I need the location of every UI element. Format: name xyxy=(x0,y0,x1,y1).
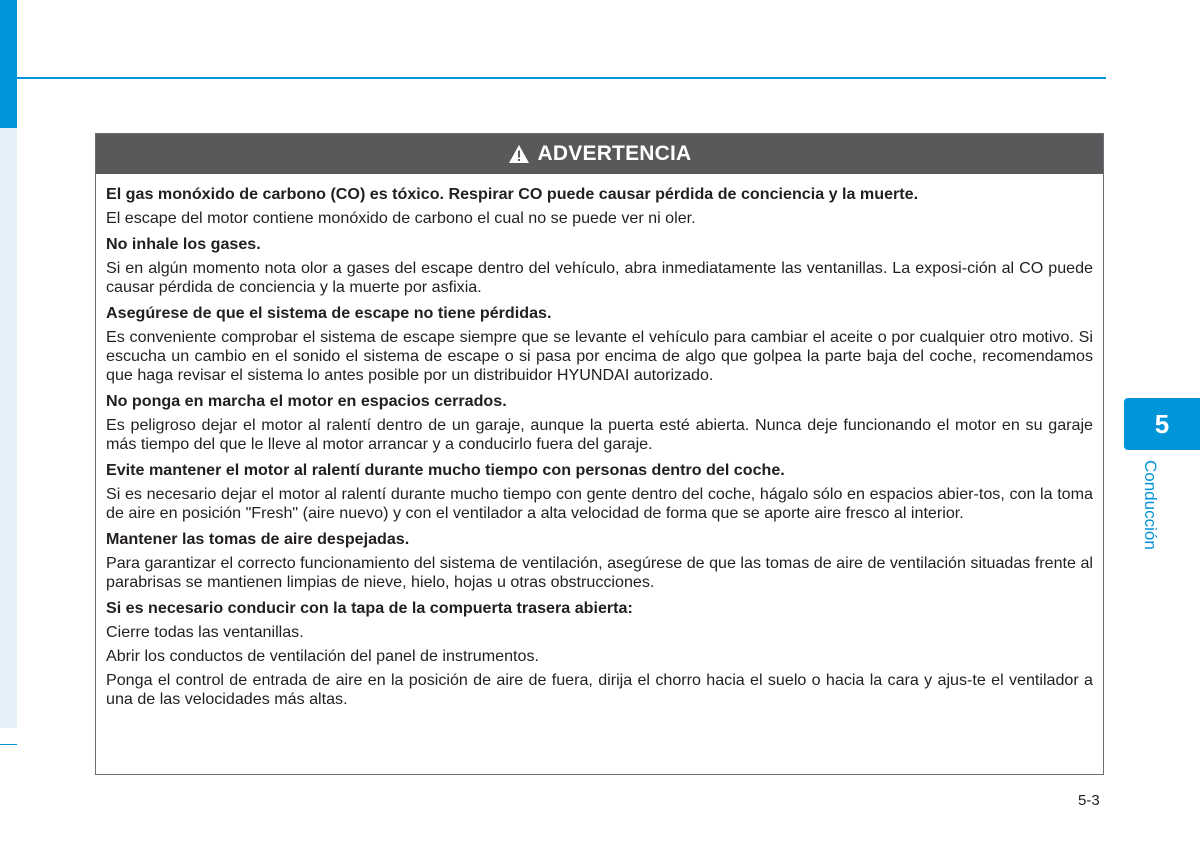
warning-title: ADVERTENCIA xyxy=(537,142,692,165)
page-number: 5-3 xyxy=(1078,792,1100,809)
warning-heading: Asegúrese de que el sistema de escape no tiene pérdidas. xyxy=(106,304,552,322)
chapter-number-tab: 5 xyxy=(1124,398,1200,450)
warning-text: Si es necesario dejar el motor al ralentí durante mucho tiempo con gente dentro del coche, hágalo sólo en espacios abier-tos, con la toma de aire en posición "Fresh" (aire nuevo) y con el ventilador a alta velocidad de forma que se aporte aire fresco al interior. xyxy=(106,485,1093,522)
warning-triangle-icon xyxy=(508,144,530,164)
chapter-title: Conducción xyxy=(1141,460,1160,550)
warning-box xyxy=(95,133,1104,775)
warning-body xyxy=(96,174,1103,709)
warning-heading: Mantener las tomas de aire despejadas. xyxy=(106,530,410,548)
warning-heading: No ponga en marcha el motor en espacios cerrados. xyxy=(106,392,507,410)
warning-heading: No inhale los gases. xyxy=(106,235,261,253)
left-margin-rule xyxy=(0,744,17,745)
warning-text: Para garantizar el correcto funcionamiento del sistema de ventilación, asegúrese de que las tomas de aire de ventilación situadas frente al parabrisas se mantienen limpias de nieve, hielo, hojas u otras obstrucciones. xyxy=(106,554,1093,591)
warning-heading: Si es necesario conducir con la tapa de la compuerta trasera abierta: xyxy=(106,599,633,617)
header-rule xyxy=(17,77,1106,79)
warning-text: Cierre todas las ventanillas. xyxy=(106,623,304,641)
warning-header xyxy=(96,134,1103,174)
warning-heading: El gas monóxido de carbono (CO) es tóxico. Respirar CO puede causar pérdida de conciencia y la muerte. xyxy=(106,185,919,203)
left-margin-band xyxy=(0,128,17,728)
warning-heading: Evite mantener el motor al ralentí durante mucho tiempo con personas dentro del coche. xyxy=(106,461,785,479)
warning-text: Si en algún momento nota olor a gases del escape dentro del vehículo, abra inmediatamente las ventanillas. La exposi-ción al CO puede causar pérdida de conciencia y la muerte por asfixia. xyxy=(106,259,1093,296)
left-accent-bar xyxy=(0,0,17,128)
warning-text: Es conveniente comprobar el sistema de escape siempre que se levante el vehículo para cambiar el aceite o por cualquier otro motivo. Si escucha un cambio en el sonido el sistema de escape o si pasa por encima de algo que golpea la parte baja del coche, recomendamos que haga revisar el sistema lo antes posible por un distribuidor HYUNDAI autorizado. xyxy=(106,328,1093,384)
warning-text: El escape del motor contiene monóxido de carbono el cual no se puede ver ni oler. xyxy=(106,209,696,227)
warning-text: Ponga el control de entrada de aire en la posición de aire de fuera, dirija el chorro hacia el suelo o hacia la cara y ajus-te el ventilador a una de las velocidades más altas. xyxy=(106,671,1093,708)
warning-text: Es peligroso dejar el motor al ralentí dentro de un garaje, aunque la puerta esté abierta. Nunca deje funcionando el motor en su garaje más tiempo del que le lleve al motor arrancar y a conducirlo fuera del garaje. xyxy=(106,416,1093,453)
warning-text: Abrir los conductos de ventilación del panel de instrumentos. xyxy=(106,647,539,665)
